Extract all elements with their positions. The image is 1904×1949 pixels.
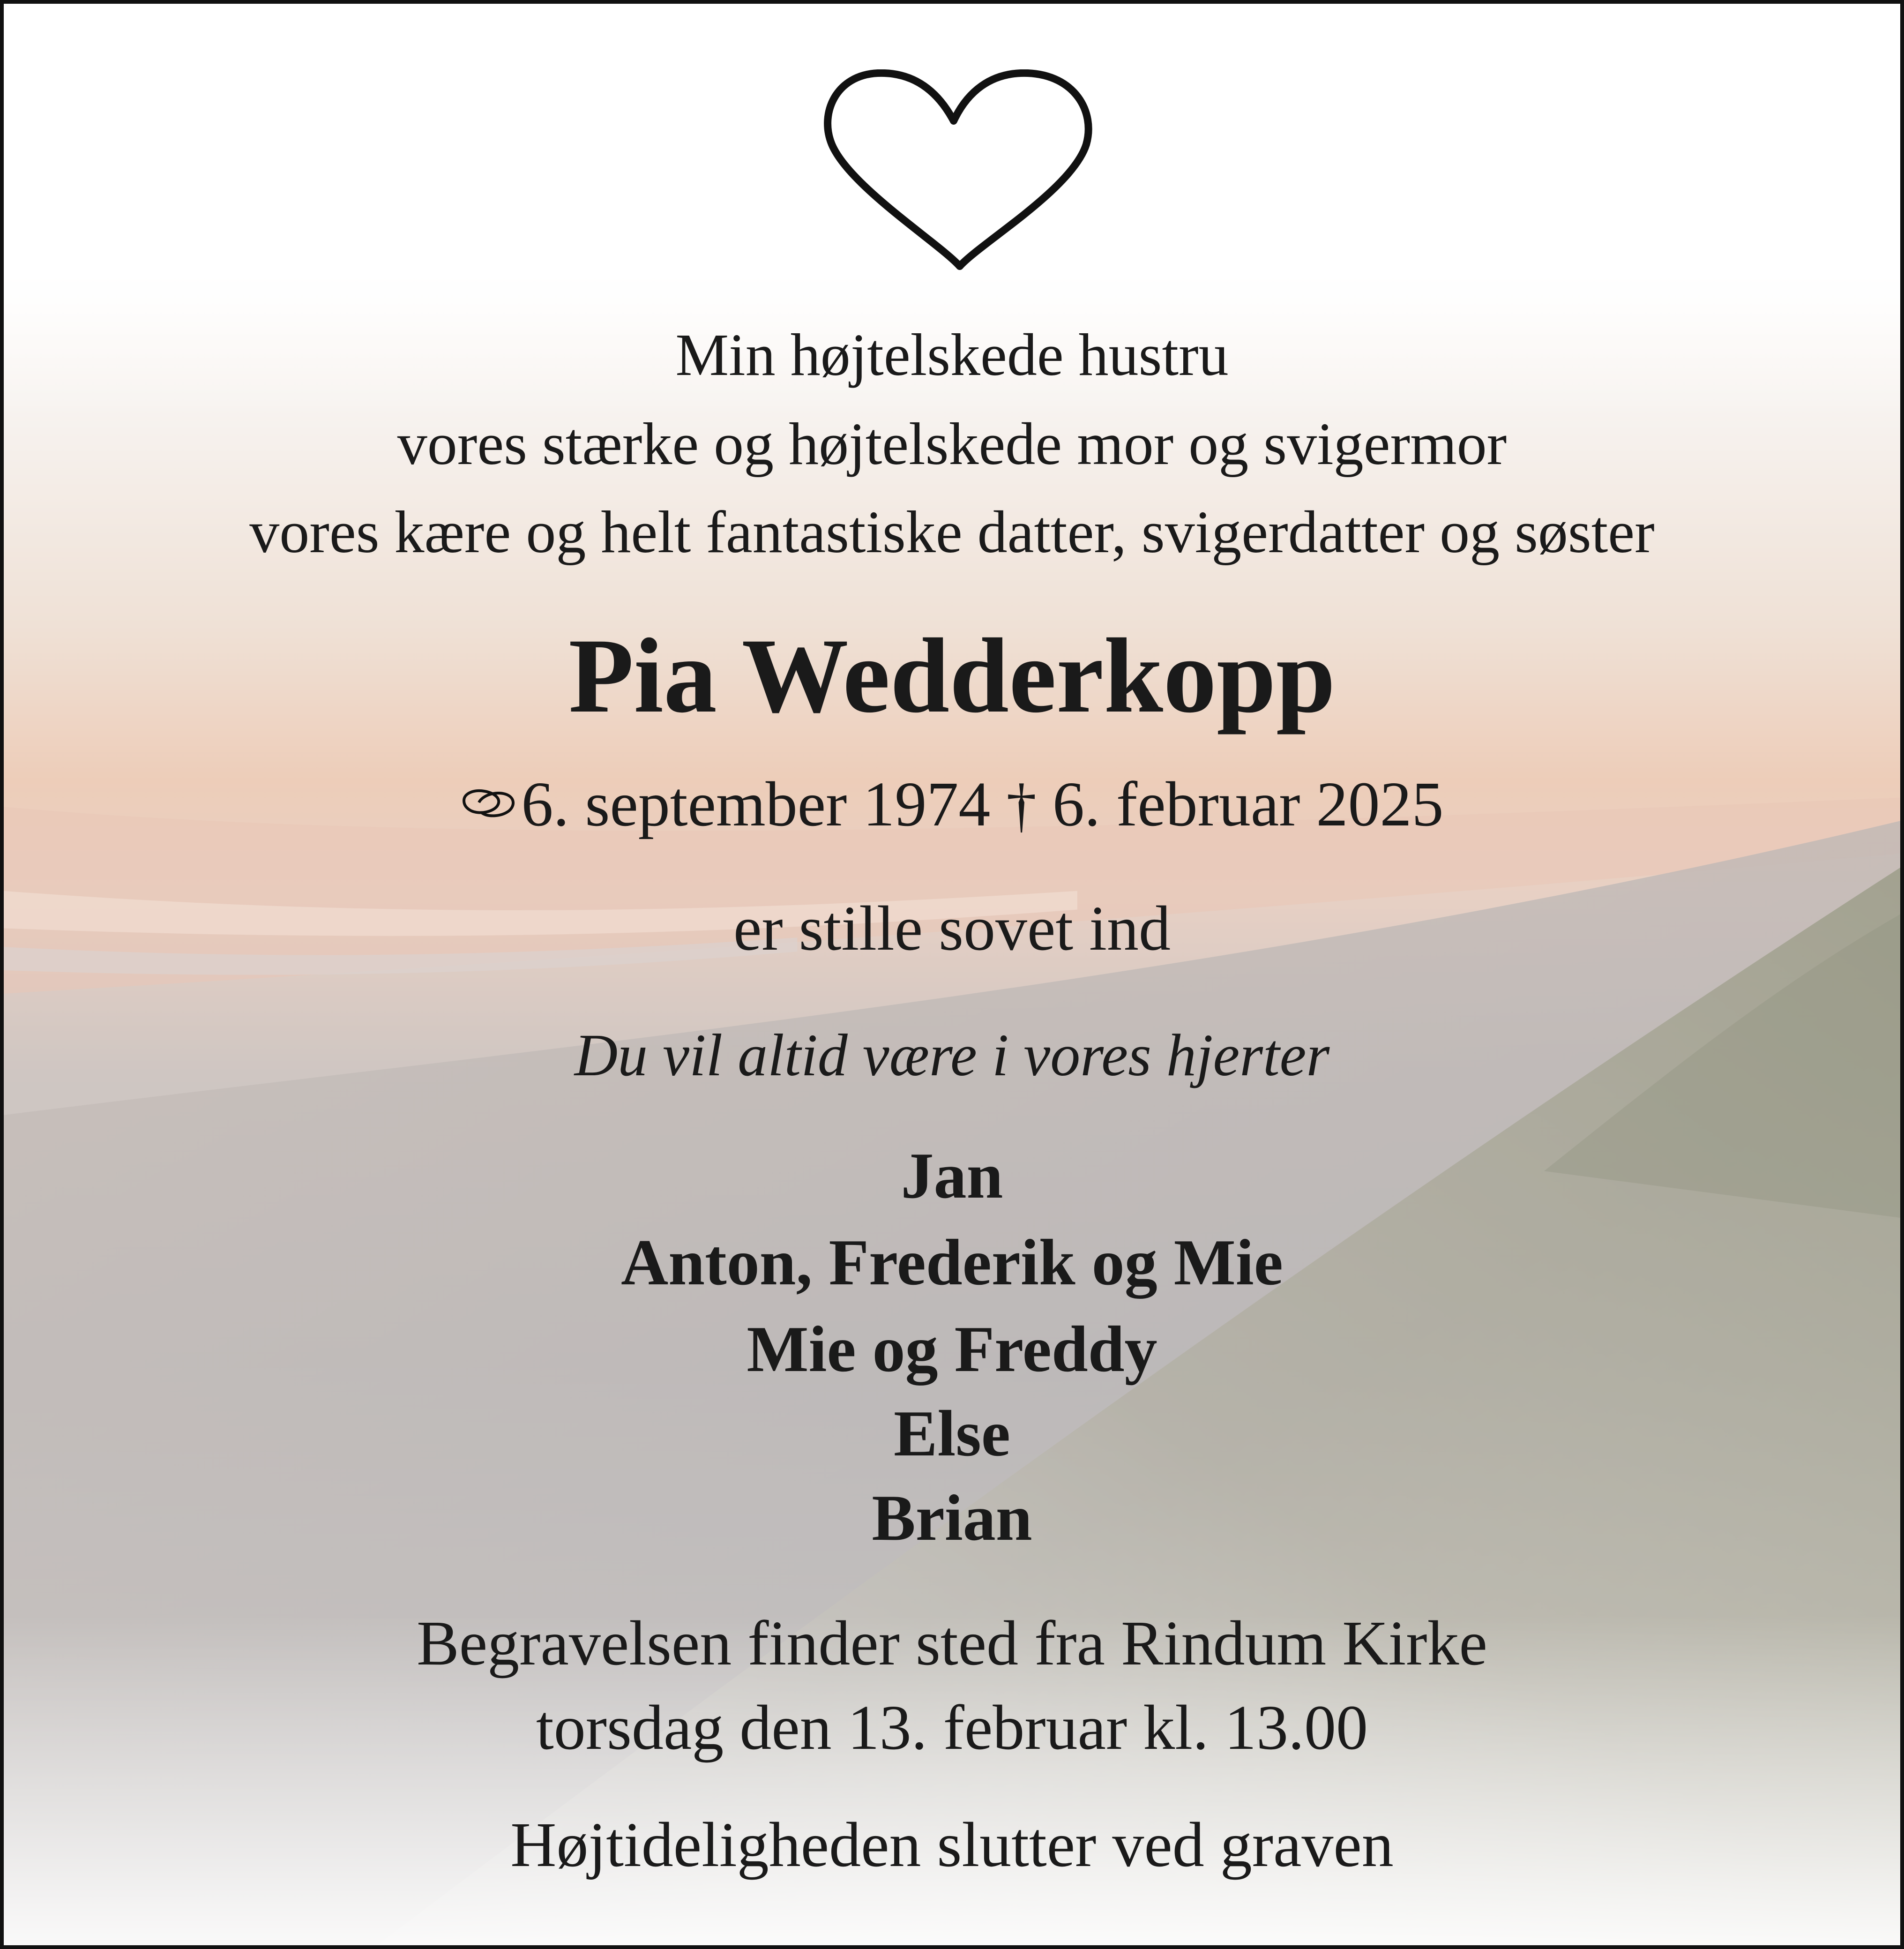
death-date: 6. februar 2025: [1052, 769, 1444, 840]
intro-line-2: vores stærke og højtelskede mor og svigermor: [397, 411, 1507, 477]
family-line-1: Jan: [901, 1139, 1003, 1212]
memorial-quote: Du vil altid være i vores hjerter: [574, 1022, 1330, 1088]
interlocked-rings-icon: [460, 785, 516, 822]
deceased-name: Pia Wedderkopp: [568, 617, 1336, 735]
funeral-line-1: Begravelsen finder sted fra Rindum Kirke: [417, 1608, 1487, 1679]
birth-date: 6. september 1974: [521, 769, 991, 840]
family-line-4: Else: [894, 1397, 1010, 1470]
intro-line-3: vores kære og helt fantastiske datter, svigerdatter og søster: [249, 499, 1655, 565]
family-line-2: Anton, Frederik og Mie: [621, 1226, 1283, 1299]
notice-content: [4, 4, 1900, 1945]
family-line-5: Brian: [872, 1482, 1032, 1554]
life-dates: [4, 769, 1900, 840]
family-line-3: Mie og Freddy: [747, 1313, 1157, 1386]
passing-line: er stille sovet ind: [733, 893, 1171, 964]
closing-line: Højtideligheden slutter ved graven: [510, 1810, 1394, 1880]
intro-line-1: Min højtelskede hustru: [675, 322, 1229, 388]
cross-icon: †: [1006, 772, 1037, 839]
funeral-line-2: torsdag den 13. februar kl. 13.00: [536, 1693, 1368, 1763]
heart-outline-icon: [821, 69, 1098, 271]
